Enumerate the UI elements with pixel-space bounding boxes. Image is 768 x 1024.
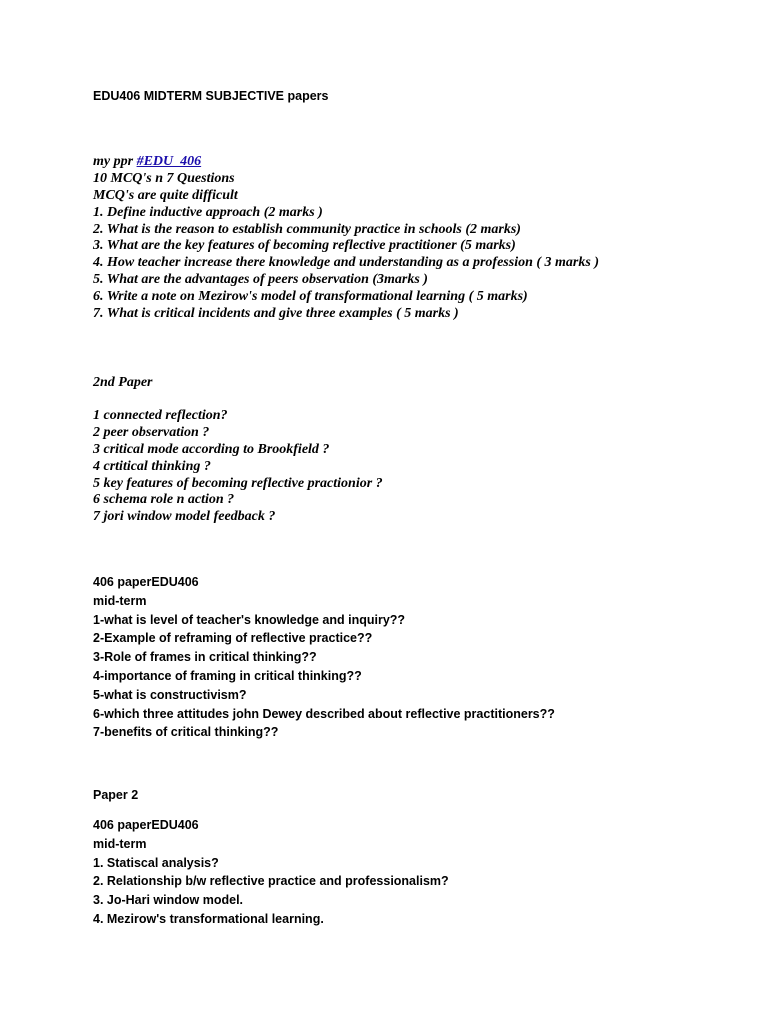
paper2-question: 2 peer observation ?	[93, 424, 210, 440]
paper1-line: 10 MCQ's n 7 Questions	[93, 170, 235, 186]
paper3-question: 3-Role of frames in critical thinking??	[93, 650, 317, 665]
paper1-question: 1. Define inductive approach (2 marks )	[93, 204, 323, 220]
paper4-heading: Paper 2	[93, 788, 139, 802]
paper3-question: 5-what is constructivism?	[93, 687, 247, 702]
paper1-line: MCQ's are quite difficult	[93, 187, 238, 203]
paper1-intro-prefix: my ppr	[93, 154, 137, 169]
paper4-line: mid-term	[93, 836, 147, 851]
paper1-question: 5. What are the advantages of peers observation (3marks )	[93, 272, 428, 288]
paper1-question: 7. What is critical incidents and give three examples ( 5 marks )	[93, 306, 459, 322]
paper2-question: 3 critical mode according to Brookfield ?	[93, 441, 330, 457]
paper3-question: 6-which three attitudes john Dewey described about reflective practitioners??	[93, 706, 555, 721]
paper1-question: 6. Write a note on Mezirow's model of transformational learning ( 5 marks)	[93, 289, 528, 305]
paper1-question: 3. What are the key features of becoming reflective practitioner (5 marks)	[93, 238, 516, 254]
paper4-line: 406 paperEDU406	[93, 818, 199, 832]
paper4-heading-block	[93, 786, 138, 805]
paper3-question: 1-what is level of teacher's knowledge and inquiry??	[93, 612, 406, 627]
paper3-question: 2-Example of reframing of reflective practice??	[93, 631, 373, 646]
paper2-question: 7 jori window model feedback ?	[93, 509, 276, 525]
paper4-question: 3. Jo-Hari window model.	[93, 893, 244, 908]
paper1-question: 2. What is the reason to establish community practice in schools (2 marks)	[93, 221, 521, 237]
paper2-heading-block	[93, 375, 153, 392]
paper4-question: 4. Mezirow's transformational learning.	[93, 911, 324, 926]
paper4-question: 2. Relationship b/w reflective practice and professionalism?	[93, 874, 449, 889]
paper1-question: 4. How teacher increase there knowledge and understanding as a profession ( 3 marks )	[93, 255, 599, 271]
paper2-question: 1 connected reflection?	[93, 408, 228, 423]
paper2-section	[93, 408, 383, 526]
paper2-question: 6 schema role n action ?	[93, 492, 235, 508]
paper3-section	[93, 573, 555, 742]
paper3-question: 7-benefits of critical thinking??	[93, 725, 279, 740]
paper2-question: 5 key features of becoming reflective practionior ?	[93, 475, 383, 491]
paper3-question: 4-importance of framing in critical thinking??	[93, 668, 362, 683]
paper2-heading: 2nd Paper	[93, 375, 153, 390]
hashtag-link[interactable]: #EDU_406	[136, 154, 202, 169]
paper4-section	[93, 816, 449, 929]
paper1-section	[93, 154, 599, 323]
paper2-question: 4 crtitical thinking ?	[93, 458, 211, 474]
paper1-intro-line	[93, 154, 599, 171]
document-title: EDU406 MIDTERM SUBJECTIVE papers	[93, 89, 329, 103]
paper4-question: 1. Statiscal analysis?	[93, 855, 219, 870]
paper3-line: mid-term	[93, 593, 147, 608]
paper3-line: 406 paperEDU406	[93, 575, 199, 589]
